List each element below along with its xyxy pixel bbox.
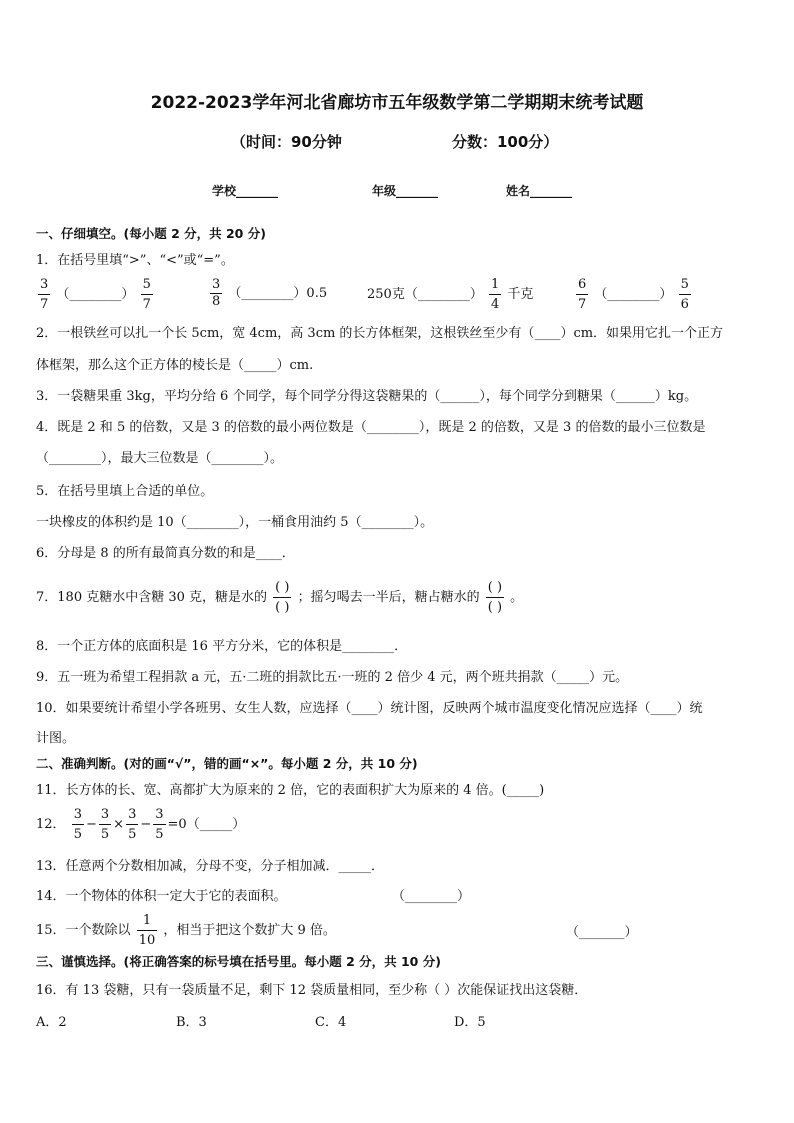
school-field: 学校_______ <box>212 184 279 198</box>
question-1b <box>208 277 327 310</box>
question-1-text: 1．在括号里填“>”、“<”或“=”。 <box>36 253 234 268</box>
fraction: $\frac{5}{7}$ <box>142 277 151 312</box>
fraction: $\frac{1}{10}$ <box>138 913 156 948</box>
question-10-line2: 计图。 <box>36 731 76 746</box>
fraction: $\frac{3}{8}$ <box>212 277 221 309</box>
fraction: $\frac{6}{7}$ <box>578 277 587 312</box>
blank: （________） <box>594 287 673 302</box>
page-title: 2022-2023学年河北省廊坊市五年级数学第二学期期末统考试题 <box>150 93 644 113</box>
section-2-heading: 二、准确判断。(对的画“√”，错的画“×”。每小题 2 分，共 10 分) <box>36 756 418 771</box>
question-16: 16．有 13 袋糖，只有一袋质量不足，剩下 12 袋质量相同，至少称（ ）次能保证找出这袋糖． <box>36 983 588 998</box>
question-12: 12． $\frac{3}{5}$ − $\frac{3}{5}$ × $\frac{3}{5}$ − $\frac{3}{5}$ =0（_____） <box>36 807 246 842</box>
section-1-heading: 一、仔细填空。(每小题 2 分，共 20 分) <box>36 226 266 241</box>
question-2-line2: 体框架，那么这个正方体的棱长是（_____）cm. <box>36 358 314 373</box>
question-2-line1: 2．一根铁丝可以扎一个长 5cm，宽 4cm，高 3cm 的长方体框架，这根铁丝至少有（____）cm．如果用它扎一个正方 <box>36 326 724 341</box>
section-3-heading: 三、谨慎选择。(将正确答案的标号填在括号里。每小题 2 分，共 10 分) <box>36 954 441 969</box>
question-10-line1: 10．如果要统计希望小学各班男、女生人数，应选择（____）统计图，反映两个城市温度变化情况应选择（____）统 <box>36 701 703 716</box>
question-4-line2: （________），最大三位数是（________）。 <box>36 451 284 466</box>
question-3: 3．一袋糖果重 3kg，平均分给 6 个同学，每个同学分得这袋糖果的（______），每个同学分到糖果（______）kg。 <box>36 389 698 404</box>
question-13: 13．任意两个分数相加减，分母不变，分子相加减．_____． <box>36 859 385 874</box>
fraction: $\frac{3}{7}$ <box>40 277 49 312</box>
fraction-blank: $\frac{( )}{( )}$ <box>487 580 503 615</box>
exam-score: 分数：100分） <box>452 133 559 151</box>
question-1c: 250克（________） $\frac{1}{4}$ 千克 <box>367 277 534 312</box>
exam-time: （时间：90分钟 <box>231 133 342 151</box>
question-1d <box>574 275 693 314</box>
question-7: 7．180 克糖水中含糖 30 克，糖是水的 $\frac{( )}{( )}$ ；摇匀喝去一半后，糖占糖水的 $\frac{( )}{( )}$ 。 <box>36 580 524 615</box>
option-b: B．3 <box>176 1015 207 1030</box>
blank: （________）0.5 <box>228 286 328 301</box>
fraction: $\frac{3}{5}$ <box>155 807 164 842</box>
option-a: A．2 <box>36 1015 67 1030</box>
question-1a <box>36 275 155 314</box>
fraction: $\frac{3}{5}$ <box>100 807 110 842</box>
question-11: 11．长方体的长、宽、高都扩大为原来的 2 倍，它的表面积扩大为原来的 4 倍。(_____) <box>36 783 545 798</box>
question-15: 15．一个数除以 $\frac{1}{10}$ ，相当于把这个数扩大 9 倍。 <box>36 913 336 948</box>
question-14-text: 14．一个物体的体积一定大于它的表面积。 <box>36 889 287 904</box>
fraction: $\frac{1}{4}$ <box>490 277 500 312</box>
question-6: 6．分母是 8 的所有最简真分数的和是____． <box>36 546 295 561</box>
fraction: $\frac{5}{6}$ <box>680 277 689 312</box>
fraction: $\frac{3}{5}$ <box>73 807 82 842</box>
fraction-blank: $\frac{( )}{( )}$ <box>275 580 290 615</box>
blank: （_____） <box>186 817 246 832</box>
question-4-line1: 4．既是 2 和 5 的倍数，又是 3 的倍数的最小两位数是（________），既是 2 的倍数，又是 3 的倍数的最小三位数是 <box>36 420 706 435</box>
question-14-blank: （________） <box>392 889 471 904</box>
grade-field: 年级_______ <box>372 184 439 198</box>
question-15-blank: （_______） <box>566 925 638 940</box>
option-c: C．4 <box>315 1015 347 1030</box>
question-5-line1: 5．在括号里填上合适的单位。 <box>36 484 214 499</box>
name-field: 姓名_______ <box>506 184 573 198</box>
blank: （________） <box>56 287 135 302</box>
question-9: 9．五一班为希望工程捐款 a 元，五·二班的捐款比五·一班的 2 倍少 4 元，两个班共捐款（_____）元。 <box>36 670 629 685</box>
question-8: 8．一个正方体的底面积是 16 平方分米，它的体积是________． <box>36 639 408 654</box>
fraction: $\frac{3}{5}$ <box>128 807 137 842</box>
question-5-line2: 一块橡皮的体积约是 10（________），一桶食用油约 5（________）。 <box>36 515 434 530</box>
option-d: D．5 <box>454 1015 486 1030</box>
